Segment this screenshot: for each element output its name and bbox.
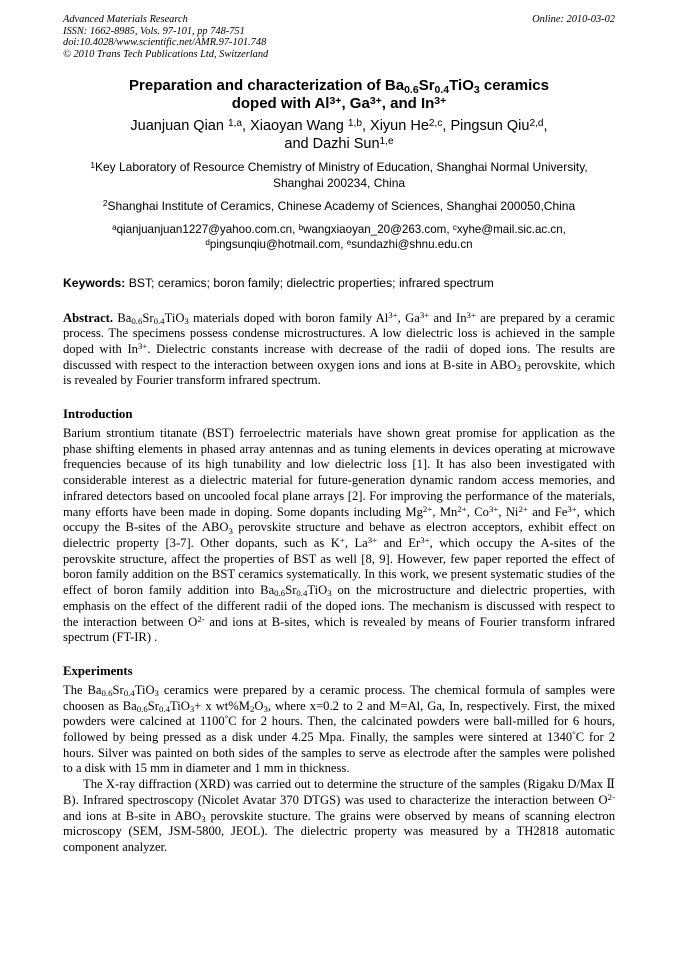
email-a[interactable]: qianjuanjuan1227@yahoo.com.cn, bbox=[116, 223, 299, 237]
issn-line: ISSN: 1662-8985, Vols. 97-101, pp 748-751 bbox=[63, 25, 245, 37]
experiments-heading: Experiments bbox=[63, 663, 133, 678]
email-c[interactable]: xyhe@mail.sic.ac.cn, bbox=[456, 223, 566, 237]
experiments-paragraph-2: The X-ray diffraction (XRD) was carried out to determine the structure of the samples (Rigaku D/Max Ⅱ B). Infrared spectroscopy (Nicolet Avatar 370 DTGS) was used to characterize the interaction between $O^{2-}$ and ions at B-site in $ABO_3$ perovskite stucture. The grains were observed by means of scanning electron microscopy (SEM, JSM-5800, JEOL). The dielectric property was measured by a TH2818 automatic component analyzer. bbox=[63, 777, 616, 854]
doi-line: doi:10.4028/www.scientific.net/AMR.97-101.748 bbox=[63, 37, 267, 49]
online-date: Online: 2010-03-02 bbox=[532, 14, 615, 25]
journal-header bbox=[63, 14, 615, 60]
keywords: Keywords: BST; ceramics; boron family; dielectric properties; infrared spectrum bbox=[63, 275, 494, 290]
introduction-heading: Introduction bbox=[63, 407, 133, 422]
introduction-paragraph: Barium strontium titanate (BST) ferroelectric materials have shown great promise for application as the phase shifting elements in phased array antennas and as tuning elements in devices operating at microwave frequencies because of its high tunability and low dielectric loss [1]. It has also been investigated with considerable interest as a dielectric material for future-generation dynamic random access memories, and infrared detectors based on uncooled focal plane arrays [2]. For improving the performance of the materials, many efforts have been made in doping. Some dopants including $Mg^{2+}$, $Mn^{2+}$, $Co^{3+}$, $Ni^{2+}$ and $Fe^{3+}$, which occupy the B-sites of the $ABO_3$ perovskite structure and behave as electron acceptors, exhibit effect on dielectric property [3-7]. Other dopants, such as K+, $La^{3+}$ and $Er^{3+}$, which occupy the A-sites of the perovskite structure, affect the properties of BST as well [8, 9]. However, few paper reported the effect of boron family addition on the BST ceramics systematically. In this work, we present systematic studies of the effect of boron family addition into $Ba_{0.6}Sr_{0.4}TiO_3$ on the microstructure and dielectric properties, with emphasis on the effect of the different radii of the doped ions. The mechanism is discussed with respect to the interaction between $O^{2-}$ and ions at B-sites, which is revealed by means of Fourier transform infrared spectrum (FT-IR) . bbox=[63, 426, 616, 645]
paper-title bbox=[63, 77, 615, 113]
abstract: Abstract. $Ba_{0.6}Sr_{0.4}TiO_3$ materials doped with boron family $Al^{3+}$, $Ga^{3+}$ and $In^{3+}$ are prepared by a ceramic process. The specimens possess condense microstructures. A low dielectric loss is achieved in the sample doped with $In^{3+}$. Dielectric constants increase with decrease of the radii of doped ions. The results are discussed with respect to the interaction between oxygen ions and ions at B-site in $ABO_3$ perovskite, which is revealed by Fourier transform infrared spectrum. bbox=[63, 309, 616, 388]
affiliation-1: $^1$Key Laboratory of Resource Chemistry of Ministry of Education, Shanghai Normal University, Shanghai 200234, China bbox=[90, 159, 588, 190]
title-line-1: Preparation and characterization of $Ba_{0.6}Sr_{0.4}TiO_3$ ceramics bbox=[129, 77, 549, 96]
paper-page bbox=[63, 14, 615, 856]
email-e[interactable]: sundazhi@shnu.edu.cn bbox=[351, 238, 473, 252]
email-list: $^a$qianjuanjuan1227@yahoo.com.cn, $^b$wangxiaoyan_20@263.com, $^c$xyhe@mail.sic.ac.cn, $^d$pingsunqiu@hotmail.com, $^e$sundazhi@shnu.edu.cn bbox=[112, 222, 566, 252]
journal-name: Advanced Materials Research bbox=[63, 14, 188, 25]
title-line-2: doped with $Al^{3+}$, $Ga^{3+}$, and $In^{3+}$ bbox=[231, 94, 447, 113]
email-b[interactable]: wangxiaoyan_20@263.com, bbox=[303, 223, 453, 237]
email-d[interactable]: pingsunqiu@hotmail.com, bbox=[209, 238, 347, 252]
affiliation-2: $^2$Shanghai Institute of Ceramics, Chinese Academy of Sciences, Shanghai 200050,China bbox=[102, 197, 576, 213]
author-list: Juanjuan Qian $^{1,a}$, Xiaoyan Wang $^{1,b}$, Xiyun He$^{2,c}$, Pingsun Qiu$^{2,d}$, and Dazhi Sun$^{1,e}$ bbox=[130, 117, 548, 153]
copyright-line: © 2010 Trans Tech Publications Ltd, Switzerland bbox=[63, 48, 269, 60]
experiments-paragraph-1: The $Ba_{0.6}Sr_{0.4}TiO_3$ ceramics were prepared by a ceramic process. The chemical formula of samples were choosen as $Ba_{0.6}Sr_{0.4}TiO_3+ x$ $wt\%M_2O_3$, where x=0.2 to 2 and M=Al, Ga, In, respectively. First, the mixed powders were calcined at 1100°C for 2 hours. Then, the calcinated powders were ball-milled for 6 hours, followed by being pressed as a disk under 4.25 Mpa. Finally, the samples were sintered at 1340°C for 2 hours. Silver was painted on both sides of the samples to serve as electrode after the samples were polished to a disk with 15 mm in diameter and 1 mm in thickness. bbox=[63, 682, 616, 776]
